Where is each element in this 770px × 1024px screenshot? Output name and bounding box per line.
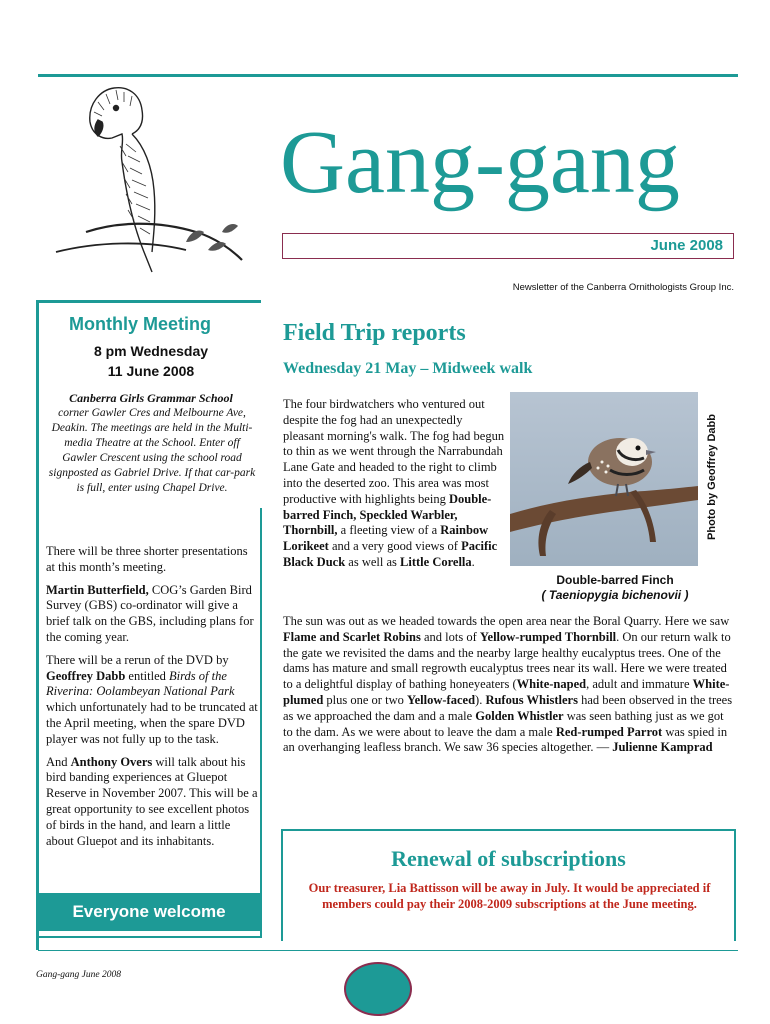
presentations-panel xyxy=(36,508,262,938)
presenter-name: Martin Butterfield, xyxy=(46,582,149,597)
field-trip-heading: Field Trip reports xyxy=(283,320,466,346)
photo-credit: Photo by Geoffrey Dabb xyxy=(706,414,718,540)
footer-text: Gang-gang June 2008 xyxy=(36,970,121,980)
top-rule xyxy=(38,74,738,77)
renewal-heading: Renewal of subscriptions xyxy=(391,846,626,871)
meeting-date: 11 June 2008 xyxy=(107,363,195,379)
walk-heading: Wednesday 21 May – Midweek walk xyxy=(283,360,533,377)
renewal-notice-box xyxy=(281,829,736,941)
presentation-1: Martin Butterfield, COG’s Garden Bird Survey (GBS) co-ordinator will give a brief talk on the GBS, including plans for the coming year. xyxy=(46,582,254,644)
welcome-text: Everyone welcome xyxy=(72,902,226,921)
issue-date-box xyxy=(282,233,734,259)
renewal-text: Our treasurer, Lia Battisson will be away in July. It would be appreciated if members could pay their 2008-2009 subscriptions at the June meeting. xyxy=(308,881,711,911)
presentations-text xyxy=(46,544,258,856)
presentations-intro: There will be three shorter presentations at this month’s meeting. xyxy=(46,544,248,574)
bottom-rule xyxy=(38,950,738,951)
walk-intro-text: The four birdwatchers who ventured out despite the fog had an unexpectedly pleasant morning's walk. The fog had begun to thin as we went through the Narrabundah Lane Gate and headed to the right to climb into the deserted zoo. This area was most productive with highlights being Double-barred Finch, Speckled Warbler, Thornbill, a fleeting view of a Rainbow Lorikeet and a very good views of Pacific Black Duck as well as Little Corella. xyxy=(283,397,505,569)
everyone-welcome-banner xyxy=(38,893,260,931)
double-barred-finch-photo xyxy=(510,392,698,566)
presentation-2: There will be a rerun of the DVD by Geoffrey Dabb entitled Birds of the Riverina: Oolambeyan National Park which unfortunately had to be truncated at the April meeting, when the spare DVD player was not fully up to the task. xyxy=(46,652,258,746)
meeting-heading: Monthly Meeting xyxy=(69,314,211,334)
venue-details: corner Gawler Cres and Melbourne Ave, Deakin. The meetings are held in the Multi-media Theatre at the School. Enter off Gawler Crescent using the school road signposted as Gabriel Drive. If that car-park is full, enter using Chapel Drive. xyxy=(48,407,256,494)
presenter-name: Geoffrey Dabb xyxy=(46,668,126,683)
page-marker-circle xyxy=(344,962,412,1016)
dvd-title: Birds of the Riverina: Oolambeyan National Park xyxy=(46,668,235,699)
photo-caption-common-name: Double-barred Finch xyxy=(556,573,674,587)
venue-name: Canberra Girls Grammar School xyxy=(69,391,233,405)
newsletter-subtitle: Newsletter of the Canberra Ornithologists Group Inc. xyxy=(512,282,734,293)
presenter-name: Anthony Overs xyxy=(70,754,153,769)
issue-date: June 2008 xyxy=(650,237,723,254)
newsletter-title: Gang-gang xyxy=(280,113,680,212)
photo-caption-scientific-name: ( Taeniopygia bichenovii ) xyxy=(541,588,689,602)
presentation-3: And Anthony Overs will talk about his bird banding experiences at Gluepot Reserve in November 2007. This will be a great opportunity to see excellent photos of birds in the hand, and learn a little about Gluepot and its inhabitants. xyxy=(46,754,258,848)
gang-gang-cockatoo-illustration xyxy=(36,82,248,278)
walk-report-text: The sun was out as we headed towards the open area near the Boral Quarry. Here we saw Flame and Scarlet Robins and lots of Yellow-rumped Thornbill. On our return walk to the gate we revisited the dams and the nearby large healthy eucalyptus trees. One of the dams has mature and small regrowth eucalyptus trees near its wall. Here we were treated to a delightful display of bathing honeyeaters (White-naped, adult and immature White-plumed plus one or two Yellow-faced). Rufous Whistlers had been observed in the trees as we approached the dam and a male Golden Whistler was seen bathing just as we got to the dam. As we were about to leave the dam a male Red-rumped Parrot was spied in an overhanging leafless branch. We saw 36 species altogether. — Julienne Kamprad xyxy=(283,614,733,755)
meeting-time: 8 pm Wednesday xyxy=(93,343,209,359)
